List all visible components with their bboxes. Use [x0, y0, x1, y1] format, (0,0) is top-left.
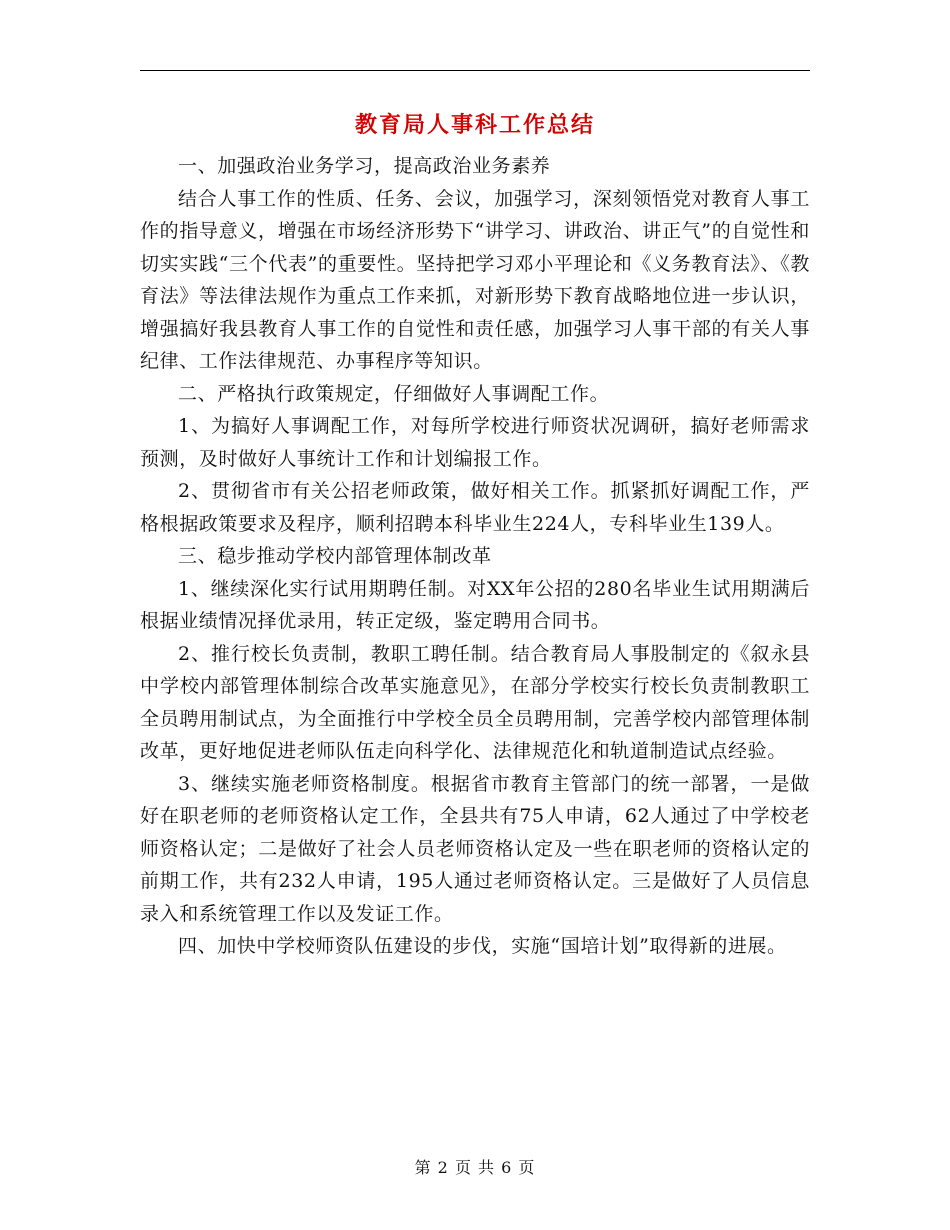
document-title: 教育局人事科工作总结: [354, 113, 595, 138]
section-heading-4: 四、加快中学校师资队伍建设的步伐，实施“国培计划”取得新的进展。: [178, 935, 787, 957]
document-body: [140, 150, 810, 963]
header-rule: [140, 70, 810, 71]
paragraph: 结合人事工作的性质、任务、会议，加强学习，深刻领悟党对教育人事工作的指导意义，增强在市场经济形势下“讲学习、讲政治、讲正气”的自觉性和切实实践“三个代表”的重要性。坚持把学习邓小平理论和《义务教育法》、《教育法》等法律法规作为重点工作来抓，对新形势下教育战略地位进一步认识，增强搞好我县教育人事工作的自觉性和责任感，加强学习人事干部的有关人事纪律、工作法律规范、办事程序等知识。: [140, 187, 810, 372]
paragraph: 1、为搞好人事调配工作，对每所学校进行师资状况调研，搞好老师需求预测，及时做好人事统计工作和计划编报工作。: [140, 415, 810, 470]
page-number: 第 2 页 共 6 页: [414, 1158, 536, 1177]
section-heading-2: 二、严格执行政策规定，仔细做好人事调配工作。: [178, 382, 610, 405]
paragraph: 1、继续深化实行试用期聘任制。对XX年公招的280名毕业生试用期满后根据业绩情况择优录用，转正定级，鉴定聘用合同书。: [140, 577, 810, 632]
section-heading-3: 三、稳步推动学校内部管理体制改革: [178, 545, 492, 567]
paragraph: 2、贯彻省市有关公招老师政策，做好相关工作。抓紧抓好调配工作，严格根据政策要求及程序，顺利招聘本科毕业生224人，专科毕业生139人。: [140, 480, 810, 535]
paragraph: 3、继续实施老师资格制度。根据省市教育主管部门的统一部署，一是做好在职老师的老师资格认定工作，全县共有75人申请，62人通过了中学校老师资格认定；二是做好了社会人员老师资格认定及一些在职老师的资格认定的前期工作，共有232人申请，195人通过老师资格认定。三是做好了人员信息录入和系统管理工作以及发证工作。: [140, 772, 810, 925]
section-heading-1: 一、加强政治业务学习，提高政治业务素养: [178, 155, 551, 177]
paragraph: 2、推行校长负责制，教职工聘任制。结合教育局人事股制定的《叙永县中学校内部管理体制综合改革实施意见》，在部分学校实行校长负责制教职工全员聘用制试点，为全面推行中学校全员全员聘用制，完善学校内部管理体制改革，更好地促进老师队伍走向科学化、法律规范化和轨道制造试点经验。: [140, 642, 810, 762]
